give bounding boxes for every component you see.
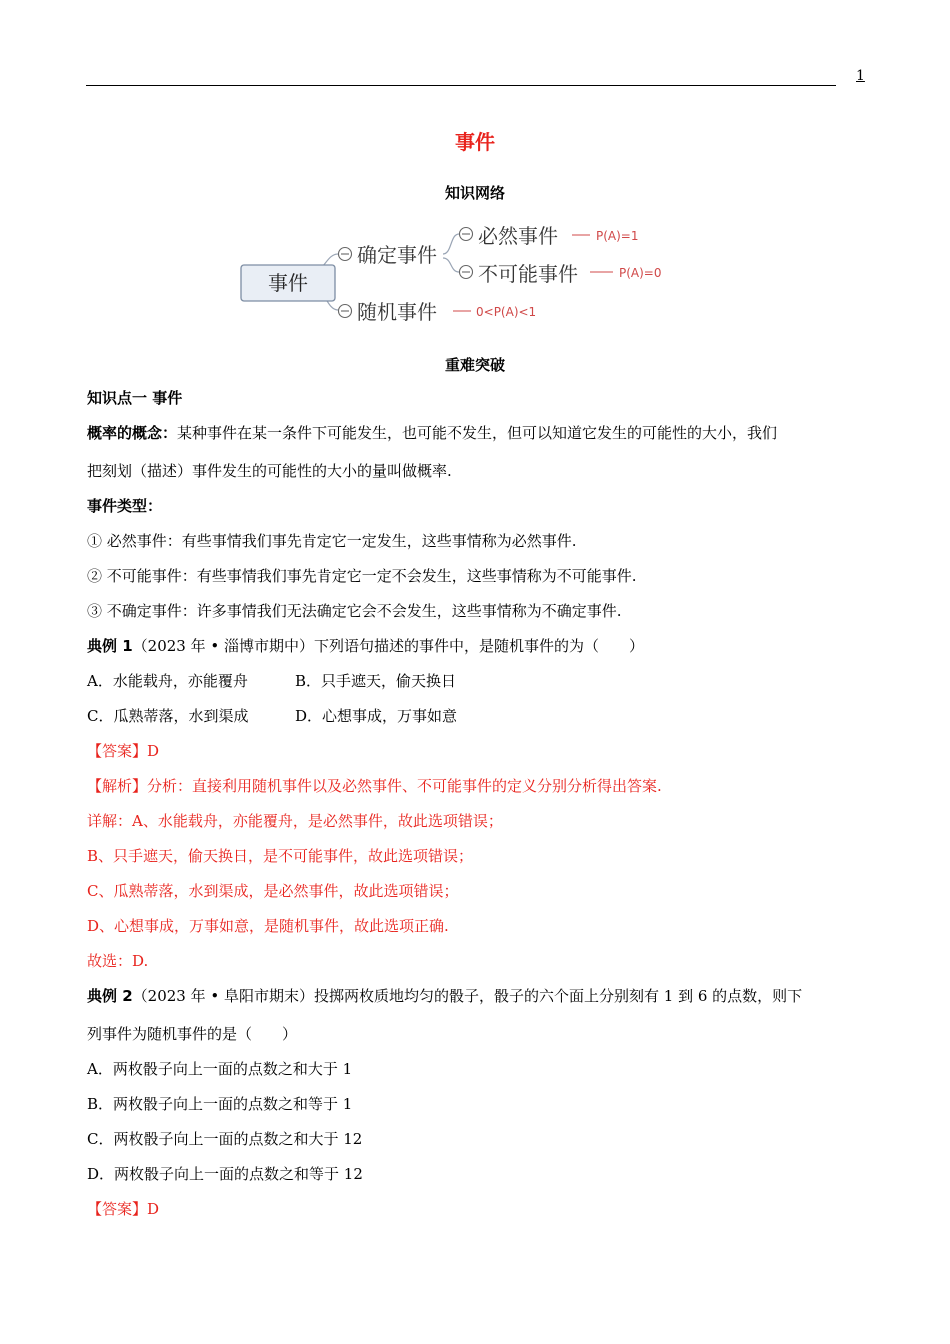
collapse-icon-random	[339, 305, 352, 318]
example2-answer: 【答案】D	[87, 1200, 160, 1218]
mindmap-certain-label: 确定事件	[357, 243, 437, 267]
concept-text: 某种事件在某一条件下可能发生，也可能不发生，但可以知道它发生的可能性的大小，我们	[177, 424, 778, 442]
example1-detail-c: C、瓜熟蒂落，水到渠成，是必然事件，故此选项错误；	[87, 882, 459, 900]
collapse-icon-certain	[339, 248, 352, 261]
page-number: 1	[856, 68, 865, 84]
example1-answer: 【答案】D	[87, 742, 160, 760]
concept-paragraph-line1	[87, 423, 777, 443]
mind-map	[238, 218, 678, 330]
mindmap-impossible-label: 不可能事件	[478, 262, 578, 286]
type-item-uncertain: ③ 不确定事件：许多事情我们无法确定它会不会发生，这些事情称为不确定事件.	[87, 602, 622, 620]
example1-detail-d: D、心想事成，万事如意，是随机事件，故此选项正确.	[87, 917, 449, 935]
example1-options-row1	[87, 671, 456, 691]
mindmap-impossible-probability: P(A)=0	[619, 266, 662, 280]
example2-question: （2023 年 • 阜阳市期末）投掷两枚质地均匀的骰子，骰子的六个面上分别刻有 1 到 6 的点数，则下	[132, 987, 803, 1005]
example2-stem-line2: 列事件为随机事件的是（ ）	[87, 1025, 298, 1043]
knowledge-point-heading: 知识点一 事件	[87, 389, 183, 407]
example1-choice: 故选：D.	[87, 952, 149, 970]
header-rule	[86, 85, 836, 86]
example2-option-d: D．两枚骰子向上一面的点数之和等于 12	[87, 1165, 363, 1183]
example2-option-b: B．两枚骰子向上一面的点数之和等于 1	[87, 1095, 353, 1113]
example1-option-a: A．水能载舟，亦能覆舟	[87, 672, 248, 690]
page-title: 事件	[455, 130, 495, 154]
example1-option-b: B．只手遮天，偷天换日	[295, 672, 457, 690]
type-item-impossible: ② 不可能事件：有些事情我们事先肯定它一定不会发生，这些事情称为不可能事件.	[87, 567, 637, 585]
mindmap-sure-probability: P(A)=1	[596, 229, 639, 243]
example1-option-c: C．瓜熟蒂落，水到渠成	[87, 707, 249, 725]
collapse-icon-impossible	[460, 266, 473, 279]
example1-stem	[87, 636, 644, 656]
example1-analysis: 【解析】分析：直接利用随机事件以及必然事件、不可能事件的定义分别分析得出答案.	[87, 777, 662, 795]
example1-question: （2023 年 • 淄博市期中）下列语句描述的事件中，是随机事件的为（ ）	[132, 637, 645, 655]
types-label: 事件类型：	[87, 497, 163, 515]
mindmap-sure-label: 必然事件	[478, 224, 558, 248]
example2-option-c: C．两枚骰子向上一面的点数之和大于 12	[87, 1130, 363, 1148]
section-heading-key-points: 重难突破	[444, 356, 505, 374]
collapse-icon-sure	[460, 228, 473, 241]
mindmap-random-probability: 0<P(A)<1	[476, 305, 537, 319]
mindmap-root-label: 事件	[268, 271, 308, 295]
example1-options-row2	[87, 706, 457, 726]
example1-detail-a: 详解：A、水能载舟，亦能覆舟，是必然事件，故此选项错误；	[87, 812, 503, 830]
example1-detail-b: B、只手遮天，偷天换日，是不可能事件，故此选项错误；	[87, 847, 474, 865]
example1-option-d: D．心想事成，万事如意	[295, 707, 458, 725]
example1-label: 典例 1	[87, 637, 133, 655]
section-heading-network: 知识网络	[444, 184, 505, 202]
mindmap-random-label: 随机事件	[357, 300, 437, 324]
concept-paragraph-line2: 把刻划（描述）事件发生的可能性的大小的量叫做概率.	[87, 462, 452, 480]
type-item-sure: ① 必然事件：有些事情我们事先肯定它一定发生，这些事情称为必然事件.	[87, 532, 577, 550]
example2-option-a: A．两枚骰子向上一面的点数之和大于 1	[87, 1060, 353, 1078]
example2-stem-line1	[87, 986, 802, 1006]
example2-label: 典例 2	[87, 987, 133, 1005]
concept-label: 概率的概念：	[87, 424, 178, 442]
